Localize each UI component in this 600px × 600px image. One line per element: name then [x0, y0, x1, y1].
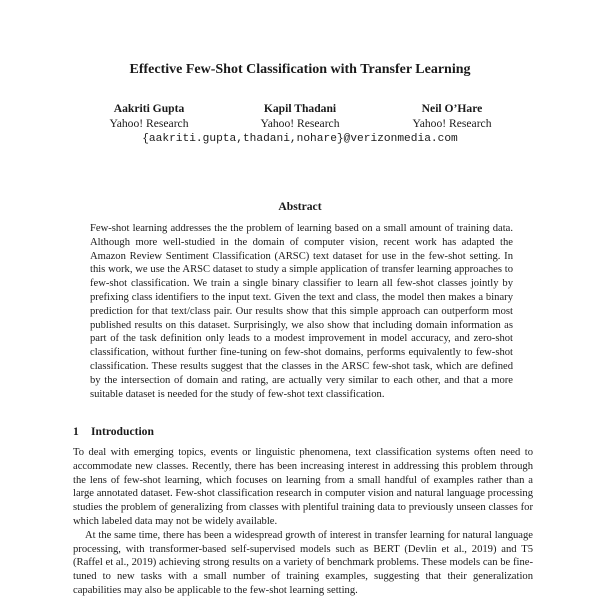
abstract-text: Few-shot learning addresses the the problem of learning based on a small amount of training data. Although more well-studied in the domain of computer vision, recent work has adapted the Amazon Review Sentiment Classification (ARSC) text dataset for use in the few-shot setting. In this work, we use the ARSC dataset to study a simple application of transfer learning approaches to few-shot classification. We train a single binary classifier to learn all few-shot classes jointly by prefixing class identifiers to the input text. Given the text and class, the model then makes a binary prediction for that text/class pair. Our results show that this simple approach can outperform most published results on this dataset. Surprisingly, we also show that including domain information as part of the task definition only leads to a modest improvement in model accuracy, and zero-shot classification, without further fine-tuning on few-shot domains, performs equivalently to few-shot classification. These results suggest that the classes in the ARSC few-shot task, which are defined by the intersection of domain and rating, are actually very similar to each other, and that a more suitable dataset is needed for the study of few-shot text classification. — [90, 223, 513, 400]
author-name: Neil O’Hare — [421, 102, 483, 115]
author-block — [382, 101, 522, 131]
section-body — [73, 446, 533, 598]
section-title: Introduction — [91, 425, 154, 438]
section-number: 1 — [73, 425, 79, 438]
paragraph: At the same time, there has been a widespread growth of interest in transfer learning for natural language processing, with transformer-based self-supervised models such as BERT (Devlin et al., 2019) and T5 (Raffel et al., 2019) achieving strong results on a variety of benchmark problems. These models can be fine-tuned to new tasks with a small number of training examples, suggesting that their generalization capabilities may also be applicable to the few-shot learning setting. — [73, 529, 533, 596]
abstract-heading: Abstract — [278, 200, 322, 213]
author-name: Kapil Thadani — [263, 102, 337, 115]
author-name: Aakriti Gupta — [113, 102, 185, 115]
author-affiliation: Yahoo! Research — [412, 117, 492, 130]
paragraph: To deal with emerging topics, events or linguistic phenomena, text classification systems often need to accommodate new classes. Recently, there has been increasing interest in addressing this problem through the lens of few-shot learning, which focuses on learning from a small handful of examples rather than a large annotated dataset. Few-shot classification research in computer vision and natural language processing studies the problem of generalizing from classes with plentiful training data to previously unseen classes for which labeled data may not be widely available. — [73, 447, 533, 527]
paper-title: Effective Few-Shot Classification with Transfer Learning — [129, 62, 471, 77]
author-block — [79, 101, 219, 131]
section-heading — [73, 424, 154, 439]
author-block — [230, 101, 370, 131]
author-email: {aakriti.gupta,thadani,nohare}@verizonmedia.com — [142, 133, 458, 145]
author-affiliation: Yahoo! Research — [109, 117, 189, 130]
author-affiliation: Yahoo! Research — [260, 117, 340, 130]
